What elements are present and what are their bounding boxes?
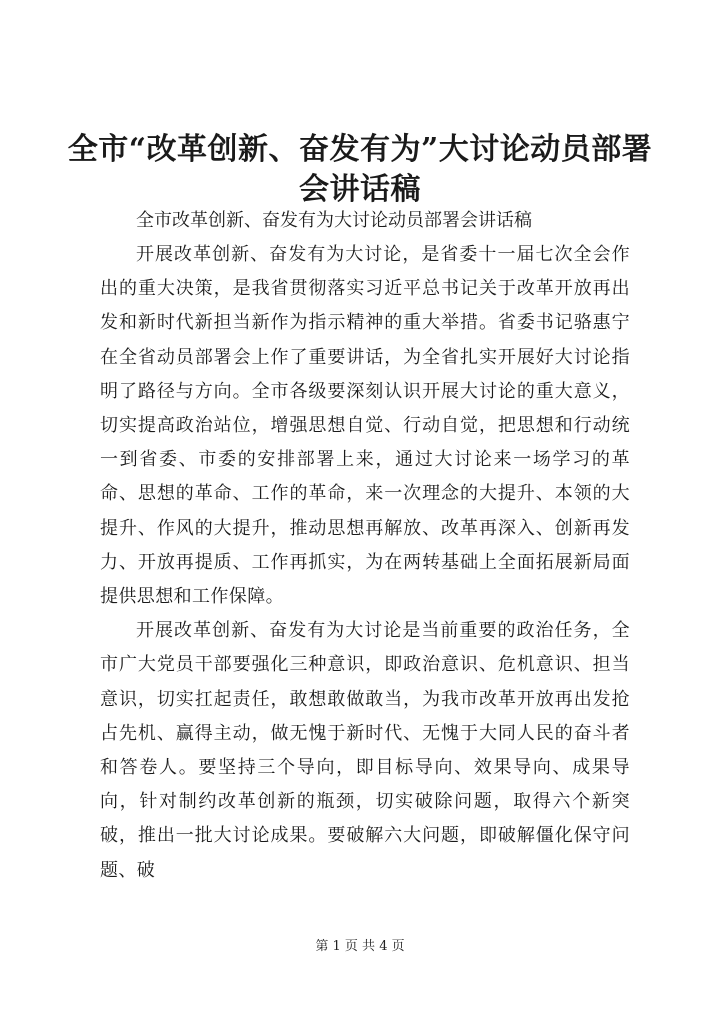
document-title: 全市“改革创新、奋发有为”大讨论动员部署会讲话稿 <box>67 132 653 207</box>
document-body <box>100 204 630 888</box>
page-footer: 第 1 页 共 4 页 <box>315 939 405 954</box>
paragraph-2: 开展改革创新、奋发有为大讨论是当前重要的政治任务，全市广大党员干部要强化三种意识，即政治意识、危机意识、担当意识，切实扛起责任，敢想敢做敢当，为我市改革开放再出发抢占先机、赢得主动，做无愧于新时代、无愧于大同人民的奋斗者和答卷人。要坚持三个导向，即目标导向、效果导向、成果导向，针对制约改革创新的瓶颈，切实破除问题，取得六个新突破，推出一批大讨论成果。要破解六大问题，即破解僵化保守问题、破 <box>100 620 630 881</box>
document-subtitle: 全市改革创新、奋发有为大讨论动员部署会讲话稿 <box>136 210 532 231</box>
paragraph-1: 开展改革创新、奋发有为大讨论，是省委十一届七次全会作出的重大决策，是我省贯彻落实习近平总书记关于改革开放再出发和新时代新担当新作为指示精神的重大举措。省委书记骆惠宁在全省动员部署会上作了重要讲话，为全省扎实开展好大讨论指明了路径与方向。全市各级要深刻认识开展大讨论的重大意义，切实提高政治站位，增强思想自觉、行动自觉，把思想和行动统一到省委、市委的安排部署上来，通过大讨论来一场学习的革命、思想的革命、工作的革命，来一次理念的大提升、本领的大提升、作风的大提升，推动思想再解放、改革再深入、创新再发力、开放再提质、工作再抓实，为在两转基础上全面拓展新局面提供思想和工作保障。 <box>100 244 630 608</box>
